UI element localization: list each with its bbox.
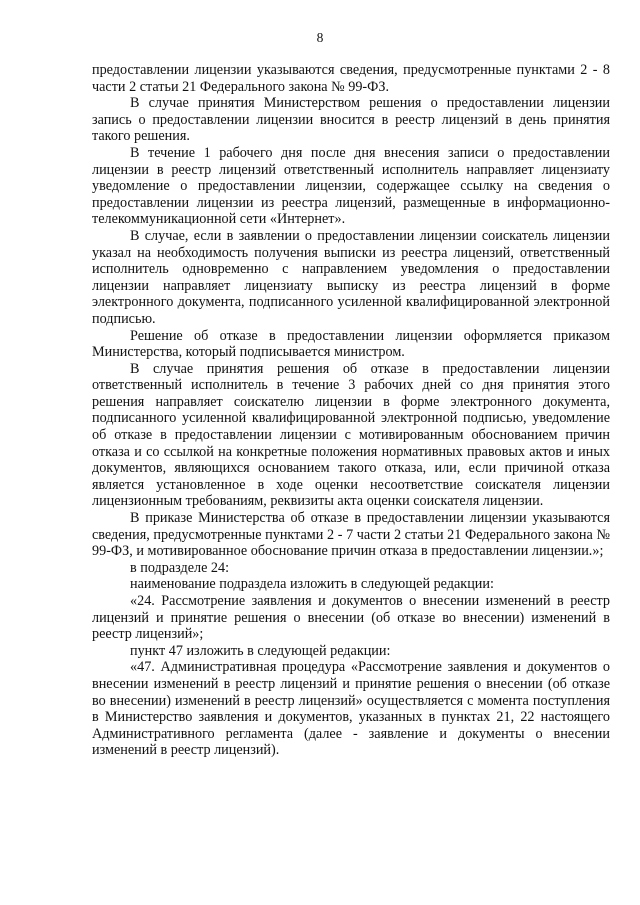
paragraph: В случае принятия решения об отказе в предоставлении лицензии ответственный исполнитель в течение 3 рабочих дней со дня принятия этого решения направляет соискателю лицензии в форме электронного документа, подписанного усиленной квалифицированной электронной подписью, уведомление об отказе в предоставлении лицензии с мотивированным обоснованием причин отказа и со ссылкой на конкретные положения нормативных правовых актов и иных документов, являющихся основанием такого отказа, или, если причиной отказа является установленное в ходе оценки несоответствие соискателя лицензии лицензионным требованиям, реквизиты акта оценки соискателя лицензии. [92, 360, 610, 510]
document-body [92, 62, 610, 759]
paragraph: в подразделе 24: [130, 559, 230, 576]
paragraph: В случае, если в заявлении о предоставлении лицензии соискатель лицензии указал на необходимость получения выписки из реестра лицензий, ответственный исполнитель одновременно с направлением уведомления о предоставлении лицензии направляет лицензиату выписку из реестра лицензий в форме электронного документа, подписанного усиленной квалифицированной электронной подписью. [92, 227, 610, 327]
paragraph: «47. Административная процедура «Рассмотрение заявления и документов о внесении изменений в реестр лицензий и принятие решения о внесении (об отказе во внесении) изменений в реестр лицензий» осуществляется с момента поступления в Министерство заявления и документов, указанных в пунктах 21, 22 настоящего Административного регламента (далее - заявление и документы о внесении изменений в реестр лицензий). [92, 659, 610, 759]
paragraph: пункт 47 изложить в следующей редакции: [130, 642, 391, 659]
paragraph: наименование подраздела изложить в следующей редакции: [130, 576, 494, 593]
paragraph: предоставлении лицензии указываются сведения, предусмотренные пунктами 2 - 8 части 2 статьи 21 Федерального закона № 99-ФЗ. [92, 62, 610, 95]
paragraph: В приказе Министерства об отказе в предоставлении лицензии указываются сведения, предусмотренные пунктами 2 - 7 части 2 статьи 21 Федерального закона № 99-ФЗ, и мотивированное обоснование причин отказа в предоставлении лицензии.»; [92, 510, 610, 560]
paragraph: Решение об отказе в предоставлении лицензии оформляется приказом Министерства, который подписывается министром. [92, 327, 610, 361]
paragraph: В случае принятия Министерством решения о предоставлении лицензии запись о предоставлении лицензии вносится в реестр лицензий в день принятия такого решения. [92, 95, 610, 145]
page-number: 8 [316, 30, 324, 45]
paragraph: В течение 1 рабочего дня после дня внесения записи о предоставлении лицензии в реестр лицензий ответственный исполнитель направляет лицензиату уведомление о предоставлении лицензии, содержащее ссылку на сведения о предоставлении лицензии из реестра лицензий, размещенные в информационно-телекоммуникационной сети «Интернет». [92, 144, 610, 228]
paragraph: «24. Рассмотрение заявления и документов о внесении изменений в реестр лицензий и принятие решения о внесении (об отказе во внесении) изменений в реестр лицензий»; [92, 593, 610, 643]
